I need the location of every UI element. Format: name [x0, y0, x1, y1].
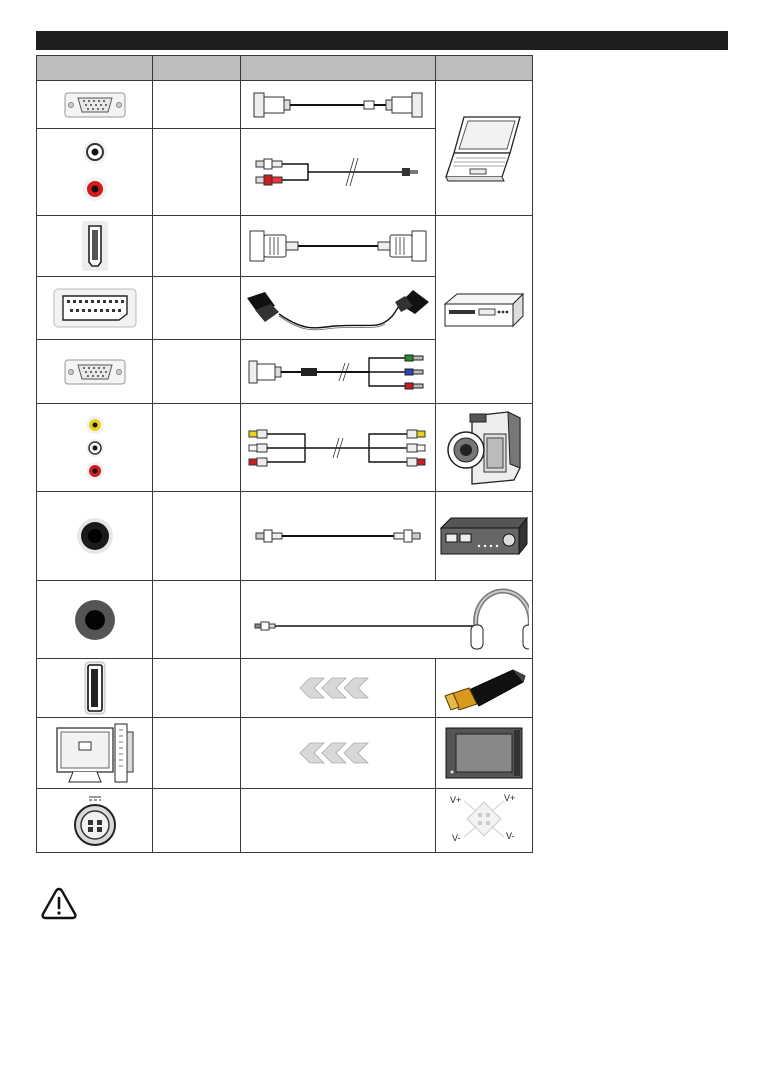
spdif-port-icon: [75, 516, 115, 556]
headphones-icon: [471, 591, 529, 649]
amplifier-icon: [439, 516, 529, 556]
table-row: [37, 718, 533, 789]
usb-stick-icon: [441, 666, 527, 710]
port-cell: [37, 659, 153, 718]
table-row: [37, 492, 533, 581]
type-cell: [153, 340, 241, 404]
device-cell: [436, 404, 533, 492]
av-in-port-icon: [83, 415, 107, 481]
type-cell: [153, 404, 241, 492]
hdmi-port-icon: [80, 220, 110, 272]
port-cell: [37, 404, 153, 492]
scart-port-icon: [53, 288, 137, 328]
port-cell: [37, 81, 153, 129]
ci-slot-icon: [55, 722, 135, 784]
cable-cell: [241, 659, 436, 718]
composite-av-cable-icon: [245, 426, 431, 470]
type-cell: [153, 277, 241, 340]
ci-card-icon: [444, 726, 524, 780]
device-cell: [436, 718, 533, 789]
cable-cell: [241, 789, 436, 853]
coaxial-cable-icon: [252, 526, 424, 546]
table-row: [37, 404, 533, 492]
pinout-label-bottom-right: V-: [506, 830, 515, 841]
table-row: [37, 216, 533, 277]
cable-cell: [241, 718, 436, 789]
vga-port-icon: [64, 90, 126, 120]
port-cell: [37, 492, 153, 581]
dvd-recorder-icon: [443, 290, 525, 330]
cable-cell: [241, 492, 436, 581]
port-cell: [37, 216, 153, 277]
device-cell: [436, 492, 533, 581]
port-cell: [37, 129, 153, 216]
table-header-row: [37, 56, 533, 81]
connections-table: [36, 55, 533, 853]
port-cell: [37, 718, 153, 789]
port-cell: [37, 581, 153, 659]
type-cell: [153, 789, 241, 853]
port-cell: [37, 340, 153, 404]
headphone-jack-icon: [73, 598, 117, 642]
header-type: [153, 56, 241, 81]
cable-cell: [241, 81, 436, 129]
table-row: [37, 81, 533, 129]
headphone-cable-icon: [245, 587, 529, 653]
vga-cable-icon: [252, 88, 424, 122]
cable-device-cell: [241, 581, 533, 659]
type-cell: [153, 659, 241, 718]
table-row: [37, 659, 533, 718]
device-cell: [436, 81, 533, 216]
dc-pinout-icon: [442, 793, 526, 849]
type-cell: [153, 129, 241, 216]
type-cell: [153, 216, 241, 277]
scart-cable-icon: [245, 282, 431, 334]
laptop-icon: [444, 113, 524, 183]
pinout-label-top-right: V+: [504, 792, 516, 803]
pinout-label-bottom-left: V-: [452, 832, 461, 843]
type-cell: [153, 581, 241, 659]
cable-cell: [241, 129, 436, 216]
vga-to-component-cable-icon: [245, 351, 431, 393]
rca-to-3.5mm-cable-icon: [252, 152, 424, 192]
type-cell: [153, 81, 241, 129]
type-cell: [153, 718, 241, 789]
cable-cell: [241, 216, 436, 277]
device-cell: [436, 659, 533, 718]
vga-ypbpr-port-icon: [64, 357, 126, 387]
hdmi-cable-icon: [246, 225, 430, 267]
header-device: [436, 56, 533, 81]
table-row: [37, 789, 533, 853]
header-cables: [241, 56, 436, 81]
insert-arrows-icon: [298, 677, 378, 699]
warning-triangle-icon: [40, 886, 78, 920]
table-row: [37, 581, 533, 659]
insert-arrows-icon: [298, 742, 378, 764]
cable-cell: [241, 277, 436, 340]
dc-in-port-icon: [69, 795, 121, 847]
camcorder-icon: [444, 408, 524, 488]
cable-cell: [241, 404, 436, 492]
cable-cell: [241, 340, 436, 404]
section-header-bar: [36, 31, 728, 50]
rca-audio-in-port-icon: [80, 137, 110, 207]
device-cell: [436, 216, 533, 404]
pinout-label-top-left: V+: [450, 794, 462, 805]
port-cell: [37, 277, 153, 340]
usb-port-icon: [84, 661, 106, 715]
header-connector: [37, 56, 153, 81]
device-cell: [436, 789, 533, 853]
type-cell: [153, 492, 241, 581]
port-cell: [37, 789, 153, 853]
